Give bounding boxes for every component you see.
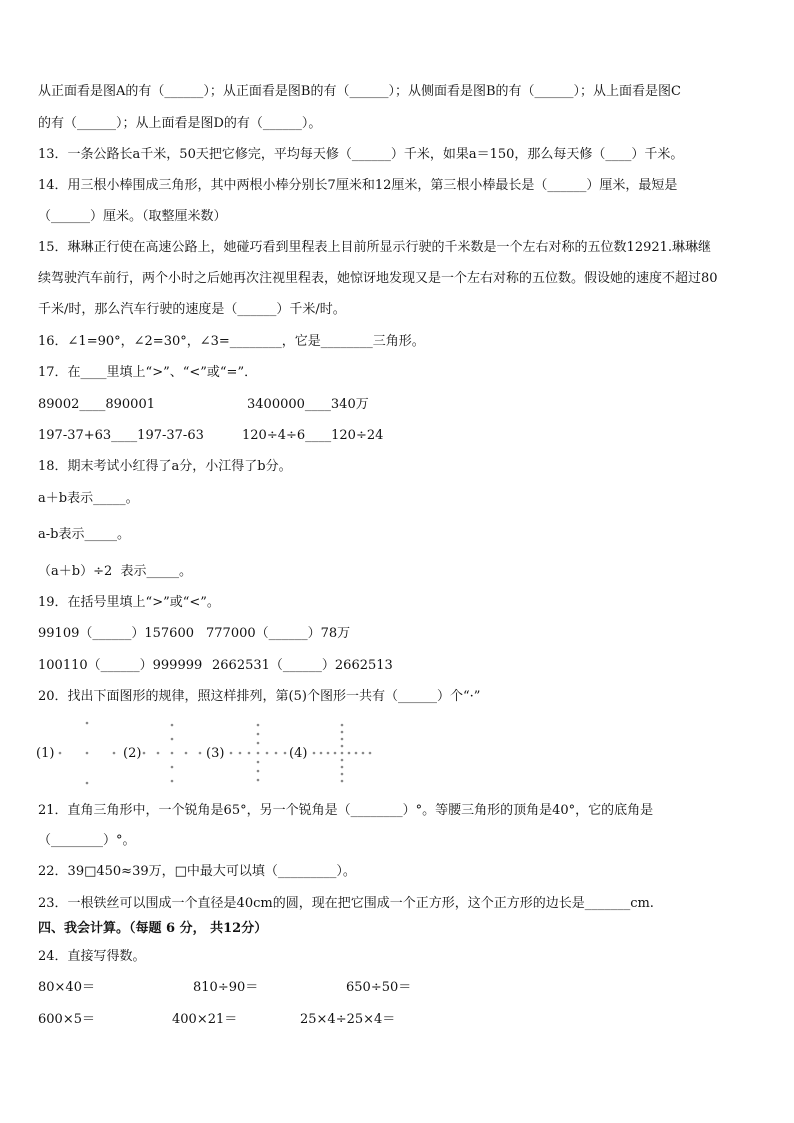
- q18-sum: a＋b表示_____。: [38, 491, 139, 506]
- q17-row2-a: 197-37+63____197-37-63: [38, 428, 204, 443]
- q19-row1-a: 99109（______）157600: [38, 626, 194, 641]
- q24-row1-c: 650÷50＝: [346, 980, 412, 995]
- q15-line1: 15．琳琳正行使在高速公路上，她碰巧看到里程表上目前所显示行驶的千米数是一个左右对称的五位数12921.琳琳继: [38, 240, 712, 255]
- dot-figure-1: [59, 722, 116, 785]
- q23: 23．一根铁丝可以围成一个直径是40cm的圆，现在把它围成一个正方形，这个正方形的边长是_______cm.: [38, 896, 654, 911]
- q24-row2-c: 25×4÷25×4＝: [300, 1012, 396, 1027]
- q24-row2-b: 400×21＝: [172, 1012, 238, 1027]
- q24-row1-b: 810÷90＝: [193, 980, 259, 995]
- q20-label-1: (1): [36, 746, 55, 761]
- q24: 24．直接写得数。: [38, 949, 146, 964]
- q14-line1: 14．用三根小棒围成三角形，其中两根小棒分别长7厘米和12厘米，第三根小棒最长是（______）厘米，最短是: [38, 178, 678, 193]
- q20-label-3: (3): [206, 746, 225, 761]
- q18: 18．期末考试小红得了a分，小江得了b分。: [38, 459, 292, 474]
- q13: 13．一条公路长a千米，50天把它修完，平均每天修（______）千米，如果a＝150，那么每天修（____）千米。: [38, 147, 684, 162]
- q18-diff: a-b表示_____。: [38, 527, 130, 542]
- dot-figure-3: [230, 724, 287, 782]
- q24-row1-a: 80×40＝: [38, 980, 95, 995]
- q14-line2: （______）厘米。（取整厘米数）: [38, 209, 227, 224]
- q18-avg: （a＋b）÷2 表示_____。: [38, 564, 193, 579]
- q19: 19．在括号里填上“>”或“<”。: [38, 595, 220, 610]
- q21-line2: （________）°。: [38, 833, 136, 848]
- q12-line1: 从正面看是图A的有（______）；从正面看是图B的有（______）；从侧面看是图B的有（______）；从上面看是图C: [38, 84, 681, 99]
- q12-line2: 的有（______）；从上面看是图D的有（______）。: [38, 116, 322, 131]
- q15-line2: 续驾驶汽车前行，两个小时之后她再次注视里程表，她惊讶地发现又是一个左右对称的五位数。假设她的速度不超过80: [38, 271, 718, 286]
- q19-row2-b: 2662531（______）2662513: [212, 658, 393, 673]
- q24-row2-a: 600×5＝: [38, 1012, 95, 1027]
- q17-row2-b: 120÷4÷6____120÷24: [242, 428, 384, 443]
- dot-figure-4: [313, 724, 372, 783]
- q19-row1-b: 777000（______）78万: [206, 626, 351, 641]
- q19-row2-a: 100110（______）999999: [38, 658, 203, 673]
- section-four-heading: 四、我会计算。（每题 6 分， 共12分）: [38, 921, 268, 936]
- q21-line1: 21．直角三角形中，一个锐角是65°，另一个锐角是（________）°。等腰三角形的顶角是40°，它的底角是: [38, 803, 654, 818]
- q20: 20．找出下面图形的规律，照这样排列，第(5)个图形一共有（______）个“·”: [38, 689, 481, 704]
- q20-label-4: (4): [289, 746, 308, 761]
- q16: 16．∠1=90°，∠2=30°，∠3=________，它是________三角形。: [38, 334, 425, 349]
- q20-label-2: (2): [123, 746, 142, 761]
- q15-line3: 千米/时，那么汽车行驶的速度是（______）千米/时。: [38, 302, 346, 317]
- q17: 17．在____里填上“>”、“<”或“=”．: [38, 365, 258, 380]
- q17-row1-a: 89002____890001: [38, 397, 155, 412]
- dot-figure-2: [143, 724, 202, 783]
- q22: 22．39□450≈39万，□中最大可以填（_________）。: [38, 864, 356, 879]
- q17-row1-b: 3400000____340万: [247, 397, 369, 412]
